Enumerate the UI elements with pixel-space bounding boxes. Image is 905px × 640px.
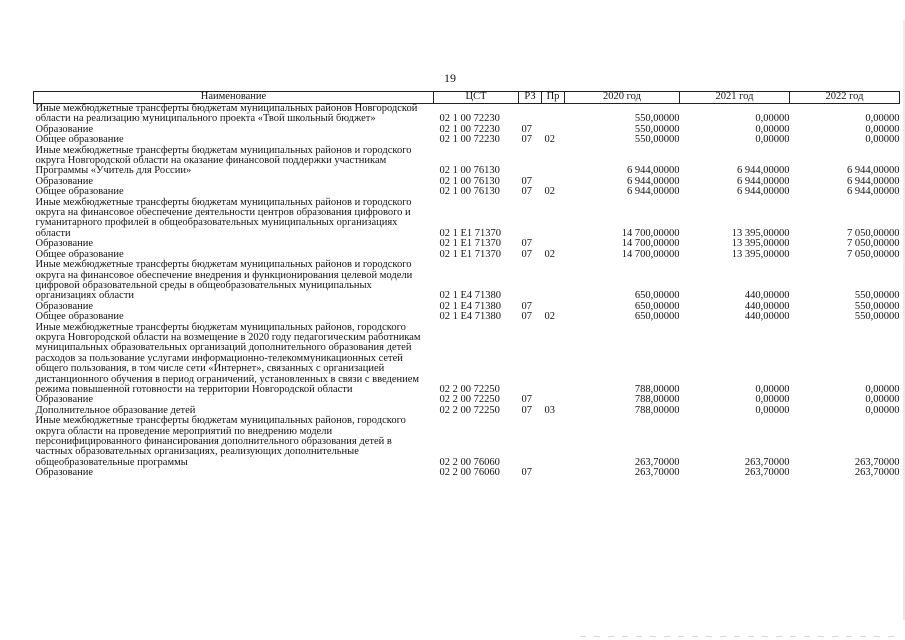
row-2020: 788,00000 (634, 383, 680, 395)
row-2022: 0,00000 (865, 113, 900, 125)
row-2021: 440,00000 (744, 300, 790, 312)
budget-table (33, 91, 900, 479)
row-name: Образование (35, 394, 94, 406)
row-2021: 6 944,00000 (737, 175, 790, 187)
row-2021: 0,00000 (755, 383, 790, 395)
row-2020: 263,70000 (634, 467, 680, 479)
row-name: Иные межбюджетные трансферты бюджетам муниципальных районов и городского округа на финансовое обеспечение внедрения и функционирования целевой модели цифровой образовательной среды в общеобразовательных муниципальных организациях области (35, 259, 413, 302)
row-2020: 788,00000 (634, 394, 680, 406)
row-2021: 0,00000 (755, 113, 790, 125)
row-2021: 263,70000 (744, 456, 790, 468)
row-cst: 02 2 00 72250 (439, 404, 500, 416)
header-2022: 2022 год (790, 92, 900, 104)
row-cst: 02 1 Е4 71380 (439, 311, 502, 323)
row-cst: 02 1 00 72230 (439, 123, 500, 135)
row-2020: 550,00000 (634, 123, 680, 135)
row-name: Дополнительное образование детей (35, 404, 196, 416)
row-name: Образование (35, 467, 94, 479)
row-rz (519, 323, 542, 396)
row-name: Общее образование (35, 186, 124, 198)
row-2022: 0,00000 (865, 383, 900, 395)
row-2021: 0,00000 (755, 394, 790, 406)
row-name: Иные межбюджетные трансферты бюджетам муниципальных районов, городского округа Новгородской области на возмещение в 2020 году педагогическим работникам муниципальных образовательных организаций дополнительного образования детей расходов за пользование услугами информационно-телекоммуникационных сетей общего пользования, в том числе сети «Интернет», связанных с организацией дистанционного обучения в период ограничений, установленных в связи с введением режима повышенной готовности на территории Новгородской области (35, 321, 421, 395)
row-cst: 02 1 Е1 71370 (439, 227, 502, 239)
row-2022: 6 944,00000 (847, 175, 900, 187)
row-name: Иные межбюджетные трансферты бюджетам муниципальных районов Новгородской области на реализацию муниципального проекта «Твой школьный бюджет» (35, 103, 418, 125)
row-2022: 0,00000 (865, 123, 900, 135)
row-2022: 550,00000 (854, 311, 900, 323)
row-2022: 0,00000 (865, 134, 900, 146)
row-2022: 6 944,00000 (847, 186, 900, 198)
table-row (34, 260, 900, 302)
row-2020: 263,70000 (634, 456, 680, 468)
row-rz: 07 (521, 123, 532, 135)
row-rz (519, 416, 542, 468)
row-pr (542, 323, 565, 396)
table-body (34, 104, 900, 479)
scan-noise (580, 636, 900, 637)
row-2020: 14 700,00000 (621, 248, 680, 260)
row-name: Общее образование (35, 311, 124, 323)
row-2021: 263,70000 (744, 467, 790, 479)
header-name: Наименование (34, 92, 434, 104)
row-2021: 13 395,00000 (731, 248, 790, 260)
row-rz: 07 (521, 394, 532, 406)
table-row (34, 416, 900, 468)
row-name: Общее образование (35, 134, 124, 146)
row-2020: 6 944,00000 (627, 175, 680, 187)
row-rz: 07 (521, 404, 532, 416)
row-2022: 0,00000 (865, 404, 900, 416)
header-cst: ЦСТ (434, 92, 519, 104)
row-rz (519, 104, 542, 125)
row-rz: 07 (521, 238, 532, 250)
row-pr (542, 416, 565, 468)
page-number: 19 (444, 71, 456, 85)
row-2021: 0,00000 (755, 123, 790, 135)
row-cst: 02 1 Е1 71370 (439, 238, 502, 250)
row-2021: 440,00000 (744, 290, 790, 302)
row-2020: 6 944,00000 (627, 165, 680, 177)
row-2020: 550,00000 (634, 113, 680, 125)
row-2020: 14 700,00000 (621, 238, 680, 250)
row-2020: 650,00000 (634, 290, 680, 302)
row-2022: 550,00000 (854, 290, 900, 302)
row-rz (519, 260, 542, 302)
row-2020: 788,00000 (634, 404, 680, 416)
row-rz: 07 (521, 467, 532, 479)
row-2021: 13 395,00000 (731, 227, 790, 239)
header-rz: РЗ (519, 92, 542, 104)
row-name: Иные межбюджетные трансферты бюджетам муниципальных районов и городского округа Новгородской области на оказание финансовой поддержки участникам Программы «Учитель для России» (35, 144, 412, 177)
row-name: Образование (35, 238, 94, 250)
row-name: Образование (35, 123, 94, 135)
row-2022: 0,00000 (865, 394, 900, 406)
header-2021: 2021 год (680, 92, 790, 104)
row-2021: 13 395,00000 (731, 238, 790, 250)
table-row (34, 312, 900, 322)
row-name: Иные межбюджетные трансферты бюджетам муниципальных районов и городского округа на финансовое обеспечение деятельности центров образования цифрового и гуманитарного профилей в общеобразовательных муниципальных организациях области (35, 196, 412, 239)
row-name: Общее образование (35, 248, 124, 260)
row-pr (542, 104, 565, 125)
row-name: Иные межбюджетные трансферты бюджетам муниципальных районов, городского округа области на проведение мероприятий по внедрению модели персонифицированного финансирования дополнительного образования детей в частных образовательных организациях, реализующих дополнительные общеобразовательные программы (35, 415, 406, 468)
table-row (34, 323, 900, 396)
row-cst: 02 1 00 76130 (439, 175, 500, 187)
row-2022: 6 944,00000 (847, 165, 900, 177)
row-rz: 07 (521, 186, 532, 198)
row-cst: 02 1 00 72230 (439, 113, 500, 125)
row-cst: 02 1 00 76130 (439, 186, 500, 198)
row-cst: 02 1 Е4 71380 (439, 300, 502, 312)
row-cst: 02 1 00 72230 (439, 134, 500, 146)
row-rz: 07 (521, 175, 532, 187)
row-cst: 02 1 00 76130 (439, 165, 500, 177)
row-pr: 02 (544, 248, 555, 260)
row-cst: 02 1 Е1 71370 (439, 248, 502, 260)
row-pr: 02 (544, 186, 555, 198)
row-rz (519, 146, 542, 177)
row-2022: 7 050,00000 (847, 248, 900, 260)
row-pr: 02 (544, 134, 555, 146)
row-2022: 263,70000 (854, 456, 900, 468)
row-cst: 02 2 00 76060 (439, 456, 500, 468)
row-2022: 263,70000 (854, 467, 900, 479)
row-2021: 0,00000 (755, 404, 790, 416)
row-2021: 6 944,00000 (737, 186, 790, 198)
table-row (34, 468, 900, 478)
row-2020: 650,00000 (634, 300, 680, 312)
row-pr: 03 (544, 404, 555, 416)
header-2020: 2020 год (565, 92, 680, 104)
row-rz: 07 (521, 134, 532, 146)
row-rz: 07 (521, 311, 532, 323)
row-pr (542, 198, 565, 240)
row-rz: 07 (521, 300, 532, 312)
row-pr: 02 (544, 311, 555, 323)
row-cst: 02 2 00 72250 (439, 394, 500, 406)
table-row (34, 104, 900, 125)
row-2022: 7 050,00000 (847, 238, 900, 250)
row-rz (519, 198, 542, 240)
row-2021: 440,00000 (744, 311, 790, 323)
row-pr (542, 260, 565, 302)
row-2021: 0,00000 (755, 134, 790, 146)
row-2021: 6 944,00000 (737, 165, 790, 177)
row-name: Образование (35, 175, 94, 187)
row-2022: 550,00000 (854, 300, 900, 312)
row-2020: 650,00000 (634, 311, 680, 323)
row-pr (542, 146, 565, 177)
row-cst: 02 2 00 76060 (439, 467, 500, 479)
row-pr (542, 468, 565, 478)
row-2022: 7 050,00000 (847, 227, 900, 239)
table-row (34, 146, 900, 177)
row-cst: 02 2 00 72250 (439, 383, 500, 395)
table-row (34, 198, 900, 240)
row-rz: 07 (521, 248, 532, 260)
row-name: Образование (35, 300, 94, 312)
row-2020: 550,00000 (634, 134, 680, 146)
row-cst: 02 1 Е4 71380 (439, 290, 502, 302)
row-2020: 6 944,00000 (627, 186, 680, 198)
row-2020: 14 700,00000 (621, 227, 680, 239)
header-pr: Пр (542, 92, 565, 104)
table-header-row (34, 92, 900, 104)
